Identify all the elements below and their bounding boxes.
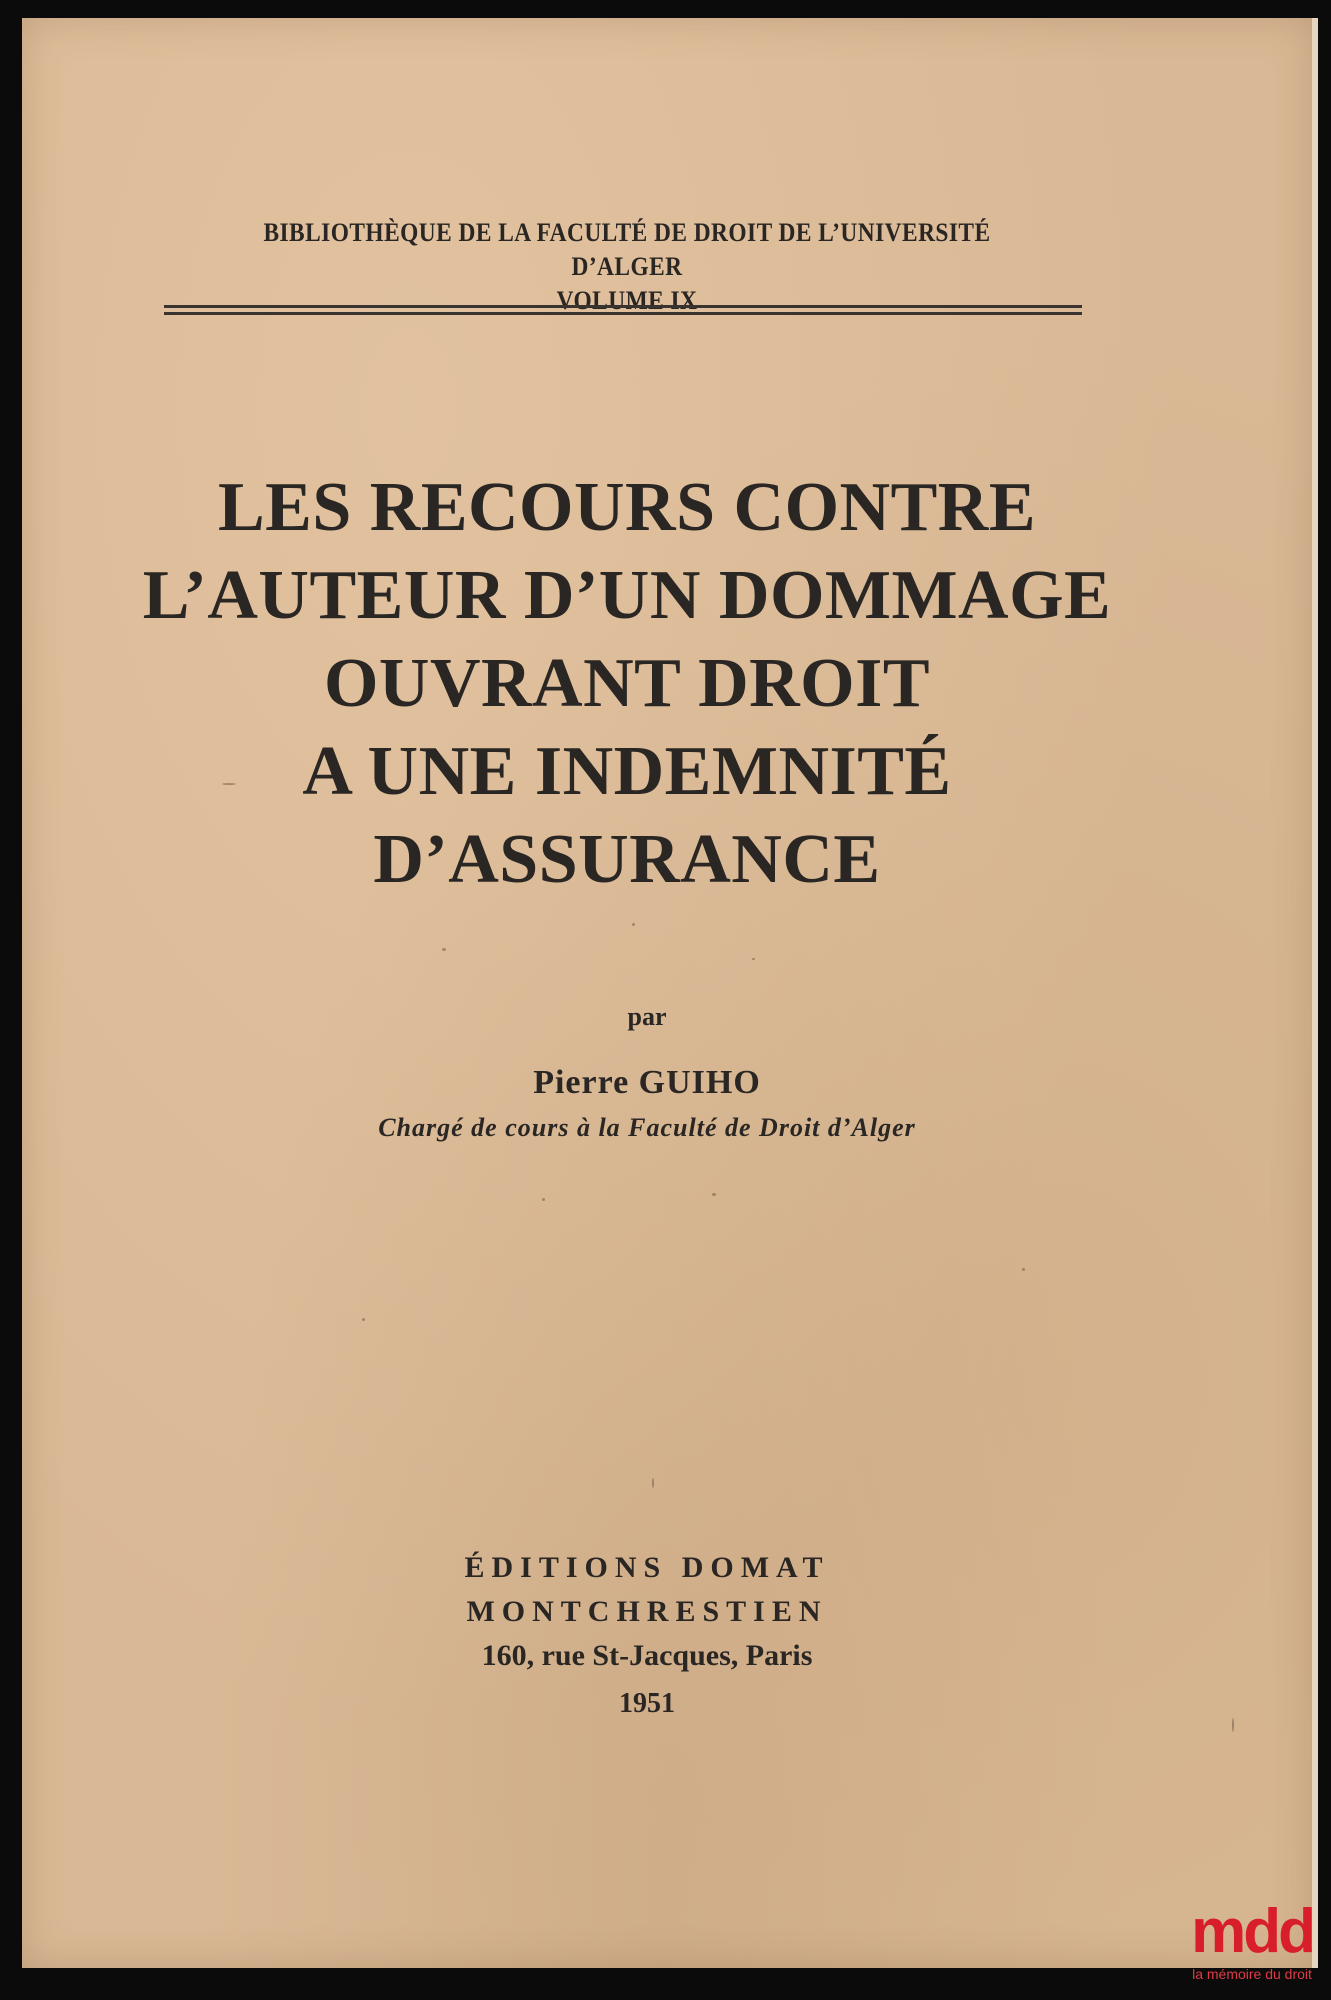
mdd-logo-mark: mdd	[1191, 1897, 1313, 1966]
title-line-2: L’AUTEUR D’UN DOMMAGE	[142, 557, 1112, 634]
paper-speck	[442, 948, 446, 951]
publisher-address: 160, rue St-Jacques, Paris	[481, 1639, 813, 1672]
paper-speck	[632, 923, 635, 926]
series-volume: VOLUME IX	[556, 286, 698, 315]
mdd-logo-tagline: la mémoire du droit	[1192, 1966, 1312, 1982]
publisher-imprint: MONTCHRESTIEN	[466, 1595, 828, 1628]
title-line-5: D’ASSURANCE	[373, 821, 881, 898]
paper-speck	[652, 1478, 654, 1488]
paper-speck	[222, 783, 236, 785]
author-name: Pierre GUIHO	[533, 1064, 761, 1101]
paper-speck	[542, 1198, 545, 1201]
by-label: par	[627, 1002, 667, 1031]
series-heading	[209, 216, 1046, 318]
book-title	[122, 464, 1132, 904]
paper-speck	[1232, 1718, 1234, 1732]
publication-year: 1951	[619, 1688, 675, 1719]
paper-speck	[752, 958, 755, 960]
author-affiliation: Chargé de cours à la Faculté de Droit d’Alger	[378, 1113, 916, 1142]
paper-speck	[362, 1318, 365, 1321]
title-line-3: OUVRANT DROIT	[323, 645, 931, 722]
publisher-name: ÉDITIONS DOMAT	[464, 1551, 830, 1584]
series-title: BIBLIOTHÈQUE DE LA FACULTÉ DE DROIT DE L’UNIVERSITÉ D’ALGER	[263, 218, 991, 281]
mdd-watermark-logo	[1177, 1897, 1327, 1992]
paper-speck	[1022, 1268, 1025, 1271]
title-line-4: A UNE INDEMNITÉ	[302, 733, 952, 810]
title-line-1: LES RECOURS CONTRE	[217, 469, 1037, 546]
paper-speck	[712, 1193, 716, 1196]
publisher-block	[22, 1546, 1272, 1726]
double-rule-divider	[164, 305, 1082, 315]
book-cover	[22, 18, 1318, 1968]
